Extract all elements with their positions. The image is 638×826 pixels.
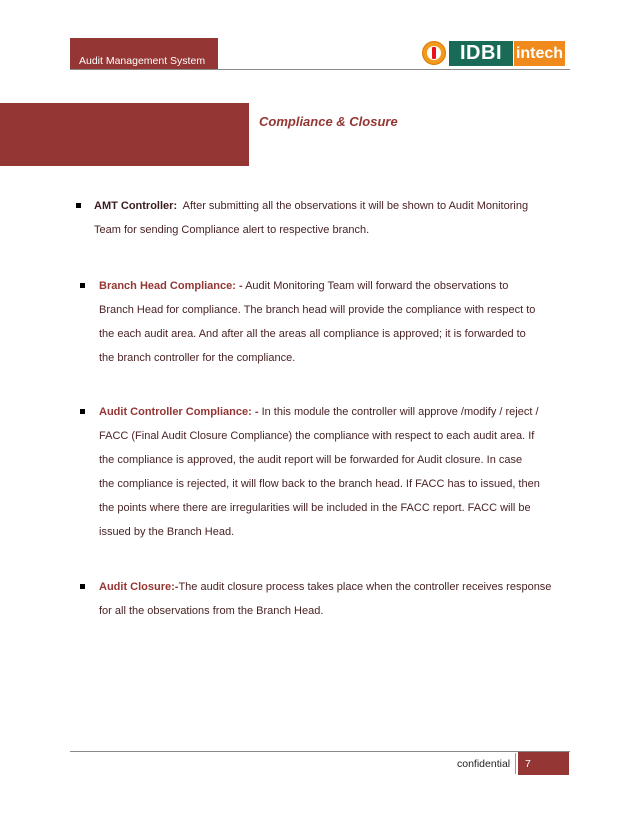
footer-separator — [515, 753, 516, 774]
item-line: the points where there are irregularities will be included in the FACC report. FACC will be — [99, 502, 531, 514]
item-line: The audit closure process takes place when the controller receives response — [178, 581, 552, 593]
item-line: In this module the controller will approve /modify / reject / — [261, 406, 539, 418]
title-band — [0, 103, 249, 166]
item-label: Audit Controller Compliance: - — [99, 406, 259, 418]
item-line: Branch Head for compliance. The branch head will provide the compliance with respect to — [99, 304, 536, 316]
item-label: Branch Head Compliance: - — [99, 280, 243, 292]
item-line: the each audit area. And after all the areas all compliance is approved; it is forwarded to — [99, 328, 526, 340]
logo-mark-icon — [422, 41, 446, 65]
item-line: After submitting all the observations it will be shown to Audit Monitoring — [182, 200, 529, 212]
bullet-icon — [80, 584, 85, 589]
confidential-label: confidential — [457, 758, 511, 770]
header-title-tab — [70, 38, 218, 70]
list-item — [76, 194, 528, 242]
idbi-intech-logo — [419, 40, 565, 67]
logo-sub-brand-text: intech — [514, 41, 565, 66]
item-line: Team for sending Compliance alert to respective branch. — [94, 224, 370, 236]
bullet-icon — [76, 203, 81, 208]
bullet-icon — [80, 283, 85, 288]
item-line: the branch controller for the compliance. — [99, 352, 296, 364]
app-title: Audit Management System — [79, 55, 206, 67]
page-number: 7 — [518, 752, 569, 775]
bullet-icon — [80, 409, 85, 414]
list-item — [80, 274, 535, 370]
item-line: the compliance is rejected, it will flow back to the branch head. If FACC has to issued, then — [99, 478, 540, 490]
section-title: Compliance & Closure — [259, 114, 398, 129]
item-line: issued by the Branch Head. — [99, 526, 235, 538]
item-label: AMT Controller: — [94, 200, 178, 212]
item-line: for all the observations from the Branch Head. — [99, 605, 324, 617]
item-line: the compliance is approved, the audit report will be forwarded for Audit closure. In case — [99, 454, 523, 466]
list-item — [80, 400, 540, 544]
list-item — [80, 575, 551, 623]
footer-divider — [70, 751, 570, 752]
item-line: Audit Monitoring Team will forward the observations to — [245, 280, 509, 292]
logo-brand-text: IDBI — [449, 41, 513, 66]
item-label: Audit Closure:- — [99, 581, 179, 593]
header-divider — [70, 69, 570, 70]
item-line: FACC (Final Audit Closure Compliance) the compliance with respect to each audit area. If — [99, 430, 535, 442]
